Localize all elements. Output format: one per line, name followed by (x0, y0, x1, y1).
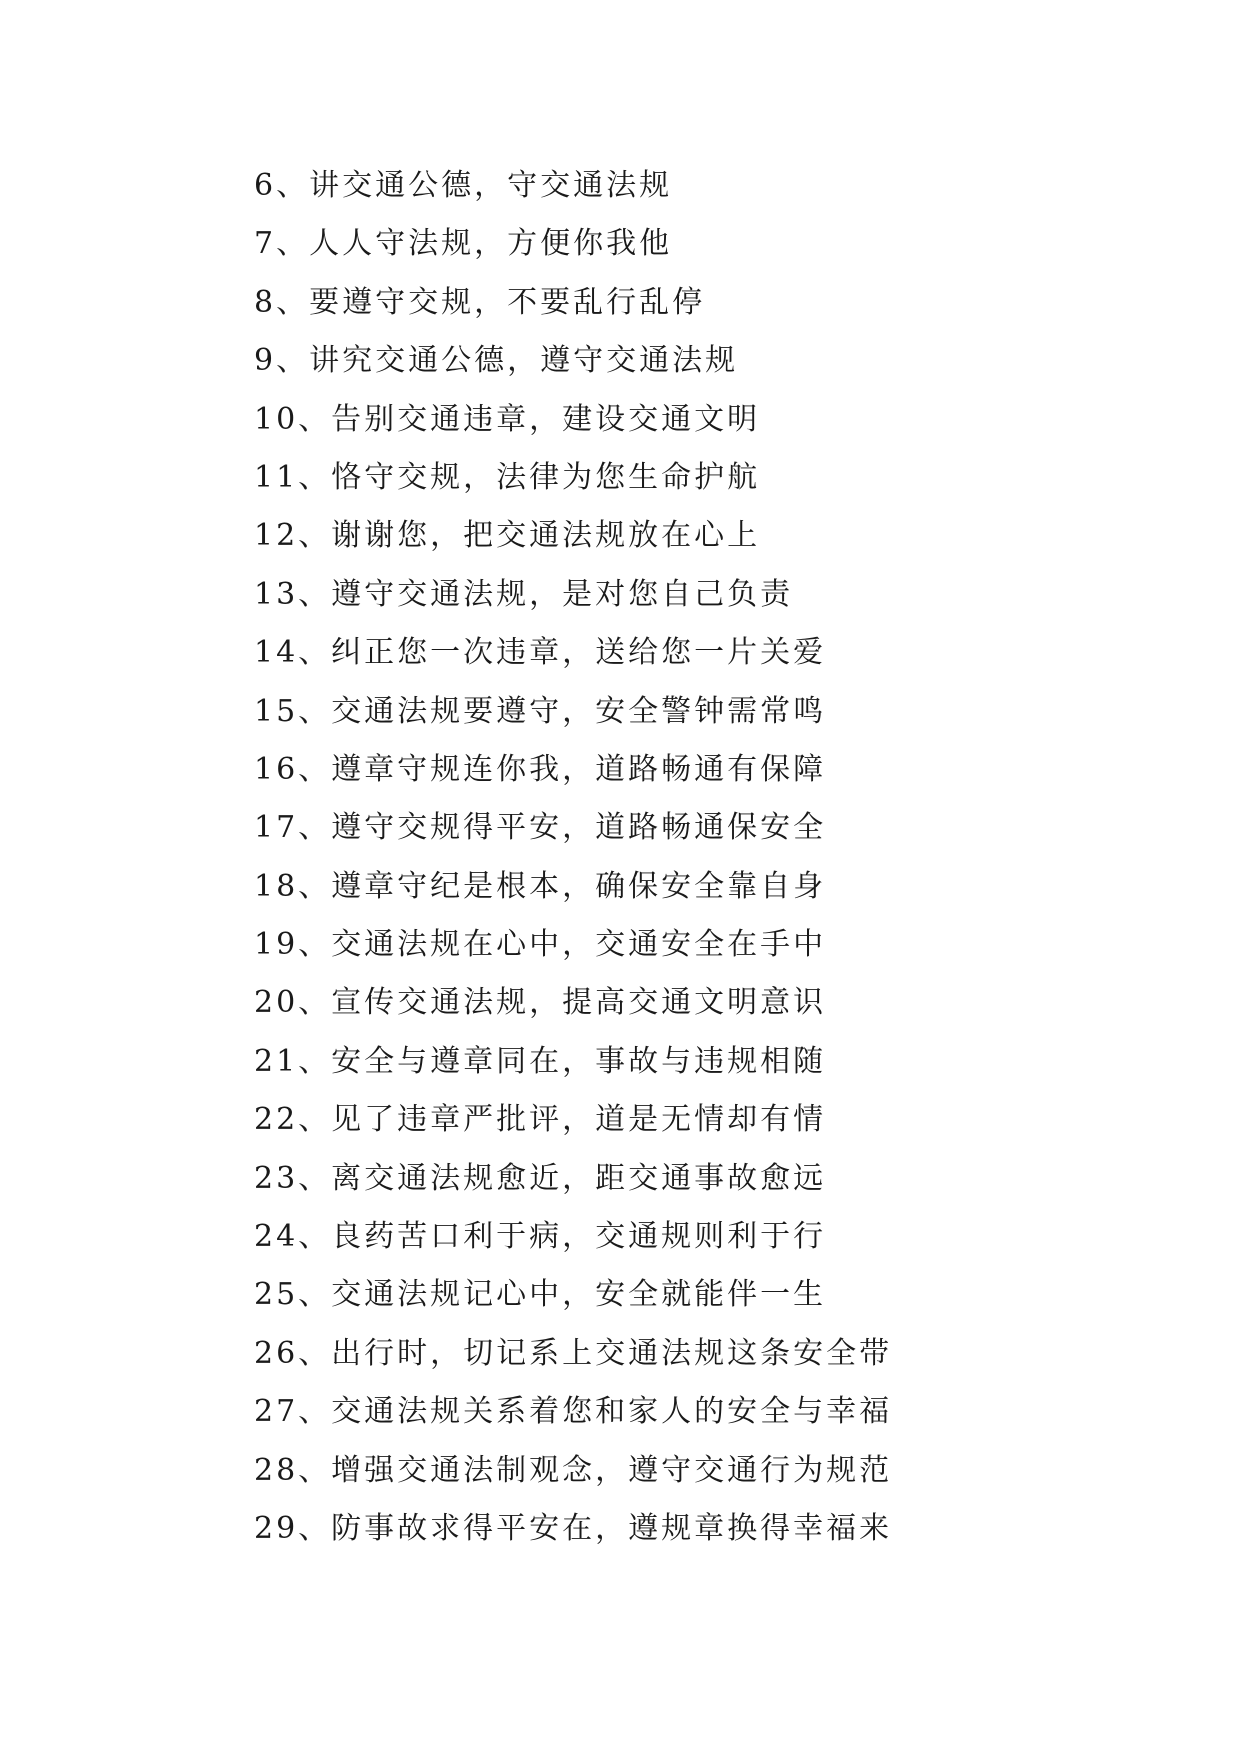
slogan-item: 17、遵守交规得平安，道路畅通保安全 (254, 810, 827, 846)
slogan-item: 23、离交通法规愈近，距交通事故愈远 (254, 1160, 827, 1196)
slogan-item: 21、安全与遵章同在，事故与违规相随 (254, 1043, 827, 1079)
slogan-item: 15、交通法规要遵守，安全警钟需常鸣 (254, 693, 827, 729)
slogan-item: 18、遵章守纪是根本，确保安全靠自身 (254, 868, 827, 904)
slogan-item: 9、讲究交通公德，遵守交通法规 (254, 343, 739, 379)
slogan-list (254, 157, 892, 1558)
slogan-item: 16、遵章守规连你我，道路畅通有保障 (254, 751, 827, 787)
slogan-item: 8、要遵守交规，不要乱行乱停 (254, 284, 706, 320)
slogan-item: 20、宣传交通法规，提高交通文明意识 (254, 985, 827, 1021)
slogan-item: 12、谢谢您，把交通法规放在心上 (254, 518, 761, 554)
slogan-item: 27、交通法规关系着您和家人的安全与幸福 (254, 1394, 893, 1430)
slogan-item: 13、遵守交通法规，是对您自己负责 (254, 576, 794, 612)
slogan-item: 6、讲交通公德，守交通法规 (254, 168, 673, 203)
slogan-item: 25、交通法规记心中，安全就能伴一生 (254, 1277, 827, 1313)
slogan-item: 10、告别交通违章，建设交通文明 (254, 401, 761, 437)
slogan-item: 22、见了违章严批评，道是无情却有情 (254, 1102, 827, 1138)
slogan-item: 28、增强交通法制观念，遵守交通行为规范 (254, 1452, 893, 1488)
slogan-item: 7、人人守法规，方便你我他 (254, 226, 673, 262)
slogan-item: 19、交通法规在心中，交通安全在手中 (254, 927, 827, 963)
slogan-item: 11、恪守交规，法律为您生命护航 (254, 459, 761, 495)
slogan-item: 29、防事故求得平安在，遵规章换得幸福来 (254, 1510, 893, 1546)
slogan-item: 24、良药苦口利于病，交通规则利于行 (254, 1219, 827, 1255)
slogan-item: 14、纠正您一次违章，送给您一片关爱 (254, 635, 827, 671)
slogan-item: 26、出行时，切记系上交通法规这条安全带 (254, 1335, 893, 1371)
